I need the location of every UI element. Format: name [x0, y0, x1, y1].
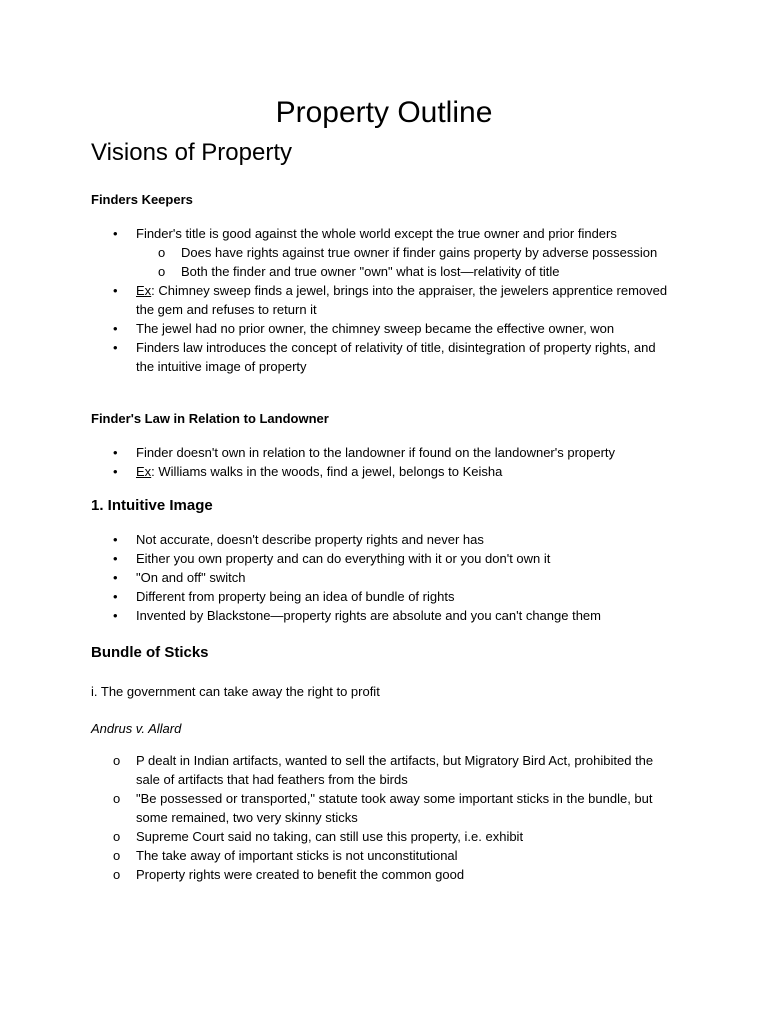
list-item	[0, 865, 676, 884]
list-item-text: Finder doesn't own in relation to the landowner if found on the landowner's property	[136, 445, 616, 460]
list-item-text: Either you own property and can do everything with it or you don't own it	[136, 551, 551, 566]
list-item	[0, 530, 676, 549]
bullet-icon: •	[113, 589, 118, 604]
list-item	[0, 587, 676, 606]
circle-bullet-icon: o	[158, 245, 166, 260]
list-item	[0, 568, 676, 587]
landowner-list	[0, 443, 676, 481]
case-list	[0, 751, 676, 884]
list-item	[0, 549, 676, 568]
circle-bullet-icon: o	[113, 753, 121, 768]
list-item-text: "Be possessed or transported," statute took away some important sticks in the bundle, but some remained, two very skinny sticks	[136, 791, 653, 825]
example-label: Ex	[136, 283, 152, 298]
bullet-icon: •	[113, 321, 118, 336]
case-name: Andrus v. Allard	[91, 721, 182, 736]
heading-finders-keepers: Finders Keepers	[91, 192, 193, 207]
bullet-icon: •	[113, 445, 118, 460]
list-item	[0, 789, 676, 827]
bullet-icon: •	[113, 532, 118, 547]
list-item-text: Not accurate, doesn't describe property rights and never has	[136, 532, 484, 547]
list-item	[0, 243, 676, 262]
bullet-icon: •	[113, 570, 118, 585]
example-label: Ex	[136, 464, 152, 479]
list-item-text: Property rights were created to benefit the common good	[136, 867, 465, 882]
list-item	[0, 262, 676, 281]
heading-landowner: Finder's Law in Relation to Landowner	[91, 411, 329, 426]
list-item-text: P dealt in Indian artifacts, wanted to sell the artifacts, but Migratory Bird Act, prohibited the sale of artifacts that had feathers from the birds	[136, 753, 654, 787]
list-item-text: Finder's title is good against the whole world except the true owner and prior finders	[136, 226, 617, 241]
document-title: Property Outline	[275, 96, 493, 129]
list-item-text: Invented by Blackstone—property rights are absolute and you can't change them	[136, 608, 601, 623]
list-item	[0, 606, 676, 625]
list-item-text: Different from property being an idea of bundle of rights	[136, 589, 455, 604]
list-item	[0, 224, 676, 243]
list-item-text: Does have rights against true owner if finder gains property by adverse possession	[181, 245, 658, 260]
list-item	[0, 846, 676, 865]
list-item	[0, 751, 676, 789]
finders-list	[0, 224, 676, 376]
list-item-text: The take away of important sticks is not unconstitutional	[136, 848, 458, 863]
bullet-icon: •	[113, 551, 118, 566]
list-item-text: : Chimney sweep finds a jewel, brings into the appraiser, the jewelers apprentice removed the gem and refuses to return it	[136, 283, 668, 317]
bullet-icon: •	[113, 608, 118, 623]
bullet-icon: •	[113, 226, 118, 241]
circle-bullet-icon: o	[113, 829, 121, 844]
list-item	[0, 281, 676, 319]
bullet-icon: •	[113, 464, 118, 479]
list-item	[0, 319, 676, 338]
section-heading-visions: Visions of Property	[91, 139, 292, 166]
list-item-text: Both the finder and true owner "own" what is lost—relativity of title	[181, 264, 560, 279]
list-item-text: Finders law introduces the concept of relativity of title, disintegration of property rights, and the intuitive image of property	[136, 340, 656, 374]
list-item	[0, 827, 676, 846]
list-item-text: : Williams walks in the woods, find a jewel, belongs to Keisha	[151, 464, 503, 479]
circle-bullet-icon: o	[158, 264, 166, 279]
list-item-text: Supreme Court said no taking, can still use this property, i.e. exhibit	[136, 829, 524, 844]
intuitive-list	[0, 530, 676, 625]
bundle-point: i. The government can take away the right to profit	[91, 684, 380, 699]
list-item-text: "On and off" switch	[136, 570, 246, 585]
heading-intuitive-image: 1. Intuitive Image	[91, 497, 213, 514]
bullet-icon: •	[113, 340, 118, 355]
list-item	[0, 443, 676, 462]
circle-bullet-icon: o	[113, 867, 121, 882]
list-item	[0, 462, 676, 481]
list-item-text: The jewel had no prior owner, the chimney sweep became the effective owner, won	[136, 321, 615, 336]
heading-bundle-of-sticks: Bundle of Sticks	[91, 644, 209, 661]
list-item	[0, 338, 676, 376]
bullet-icon: •	[113, 283, 118, 298]
circle-bullet-icon: o	[113, 848, 121, 863]
circle-bullet-icon: o	[113, 791, 121, 806]
